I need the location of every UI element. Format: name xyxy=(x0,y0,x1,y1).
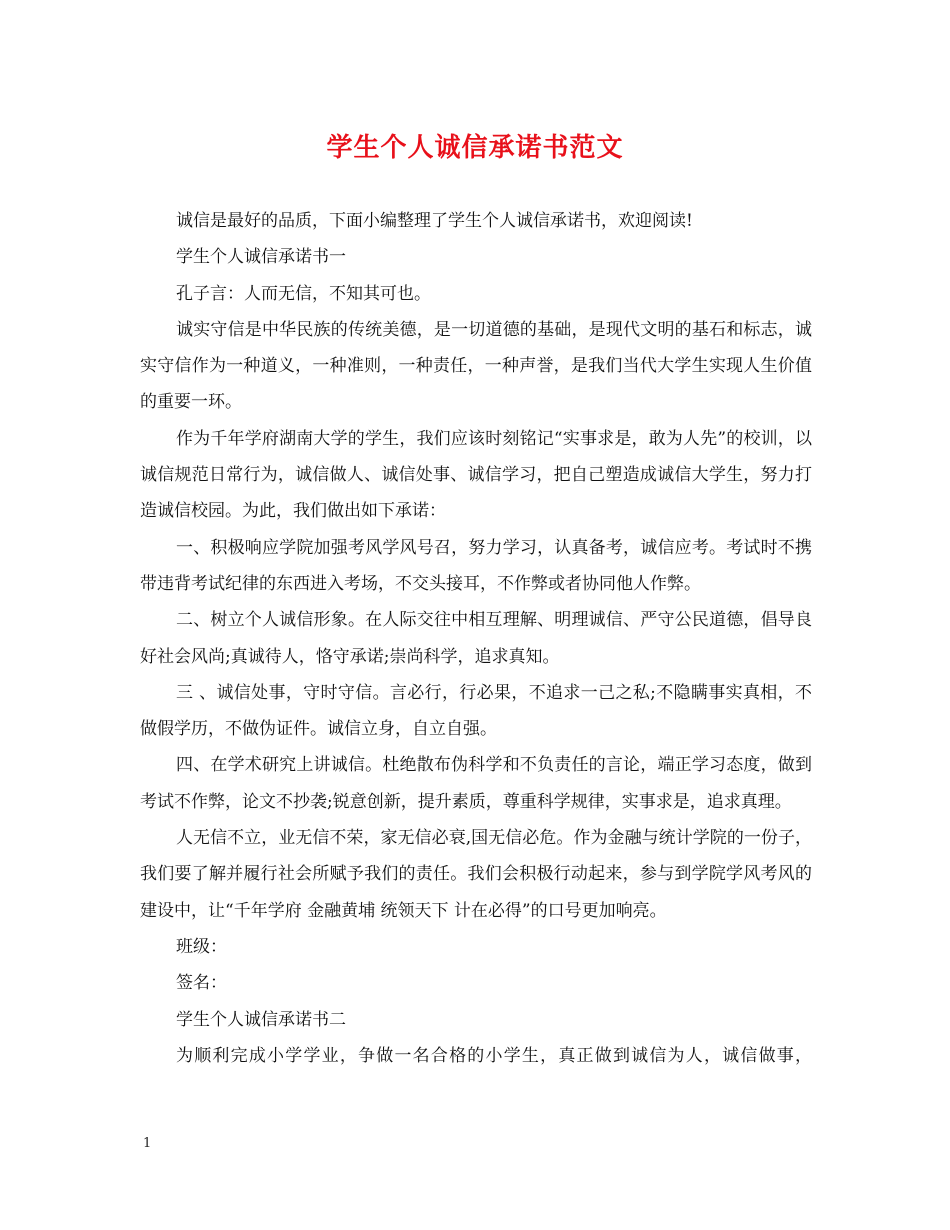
paragraph-commitment-four: 四、在学术研究上讲诚信。杜绝散布伪科学和不负责任的言论，端正学习态度，做到考试不作弊，论文不抄袭;锐意创新，提升素质，尊重科学规律，实事求是，追求真理。 xyxy=(140,755,812,812)
paragraph-honesty-virtue: 诚实守信是中华民族的传统美德，是一切道德的基础，是现代文明的基石和标志，诚实守信作为一种道义，一种准则，一种责任，一种声誉，是我们当代大学生实现人生价值的重要一环。 xyxy=(140,319,812,413)
heading-letter-one: 学生个人诚信承诺书一 xyxy=(176,247,346,268)
paragraph-hunan-university: 作为千年学府湖南大学的学生，我们应该时刻铭记“实事求是，敢为人先”的校训，以诚信规范日常行为，诚信做人、诚信处事、诚信学习，把自己塑造成诚信大学生，努力打造诚信校园。为此，我们做出如下承诺： xyxy=(140,428,812,522)
paragraph-intro: 诚信是最好的品质，下面小编整理了学生个人诚信承诺书，欢迎阅读! xyxy=(176,211,693,231)
paragraph-commitment-one: 一、积极响应学院加强考风学风号召，努力学习，认真备考，诚信应考。考试时不携带违背考试纪律的东西进入考场，不交头接耳，不作弊或者协同他人作弊。 xyxy=(140,537,812,594)
paragraph-confucius-quote: 孔子言：人而无信，不知其可也。 xyxy=(176,283,431,304)
page-number: 1 xyxy=(143,1136,152,1151)
document-body xyxy=(140,203,812,1074)
paragraph-commitment-two: 二、树立个人诚信形象。在人际交往中相互理解、明理诚信、严守公民道德，倡导良好社会风尚;真诚待人，恪守承诺;崇尚科学，追求真知。 xyxy=(140,610,812,667)
paragraph-commitment-three: 三 、诚信处事，守时守信。言必行，行必果，不追求一己之私;不隐瞒事实真相，不做假学历，不做伪证件。诚信立身，自立自强。 xyxy=(140,682,812,740)
paragraph-conclusion: 人无信不立，业无信不荣，家无信必衰,国无信必危。作为金融与统计学院的一份子，我们要了解并履行社会所赋予我们的责任。我们会积极行动起来，参与到学院学风考风的建设中，让“千年学府 金融黄埔 统领天下 计在必得”的口号更加响亮。 xyxy=(140,828,812,921)
document-title: 学生个人诚信承诺书范文 xyxy=(326,133,624,163)
field-class: 班级： xyxy=(176,936,227,957)
paragraph-letter-two-start: 为顺利完成小学学业，争做一名合格的小学生，真正做到诚信为人，诚信做事， xyxy=(176,1045,812,1066)
heading-letter-two: 学生个人诚信承诺书二 xyxy=(176,1009,346,1030)
field-signature: 签名： xyxy=(176,973,227,994)
